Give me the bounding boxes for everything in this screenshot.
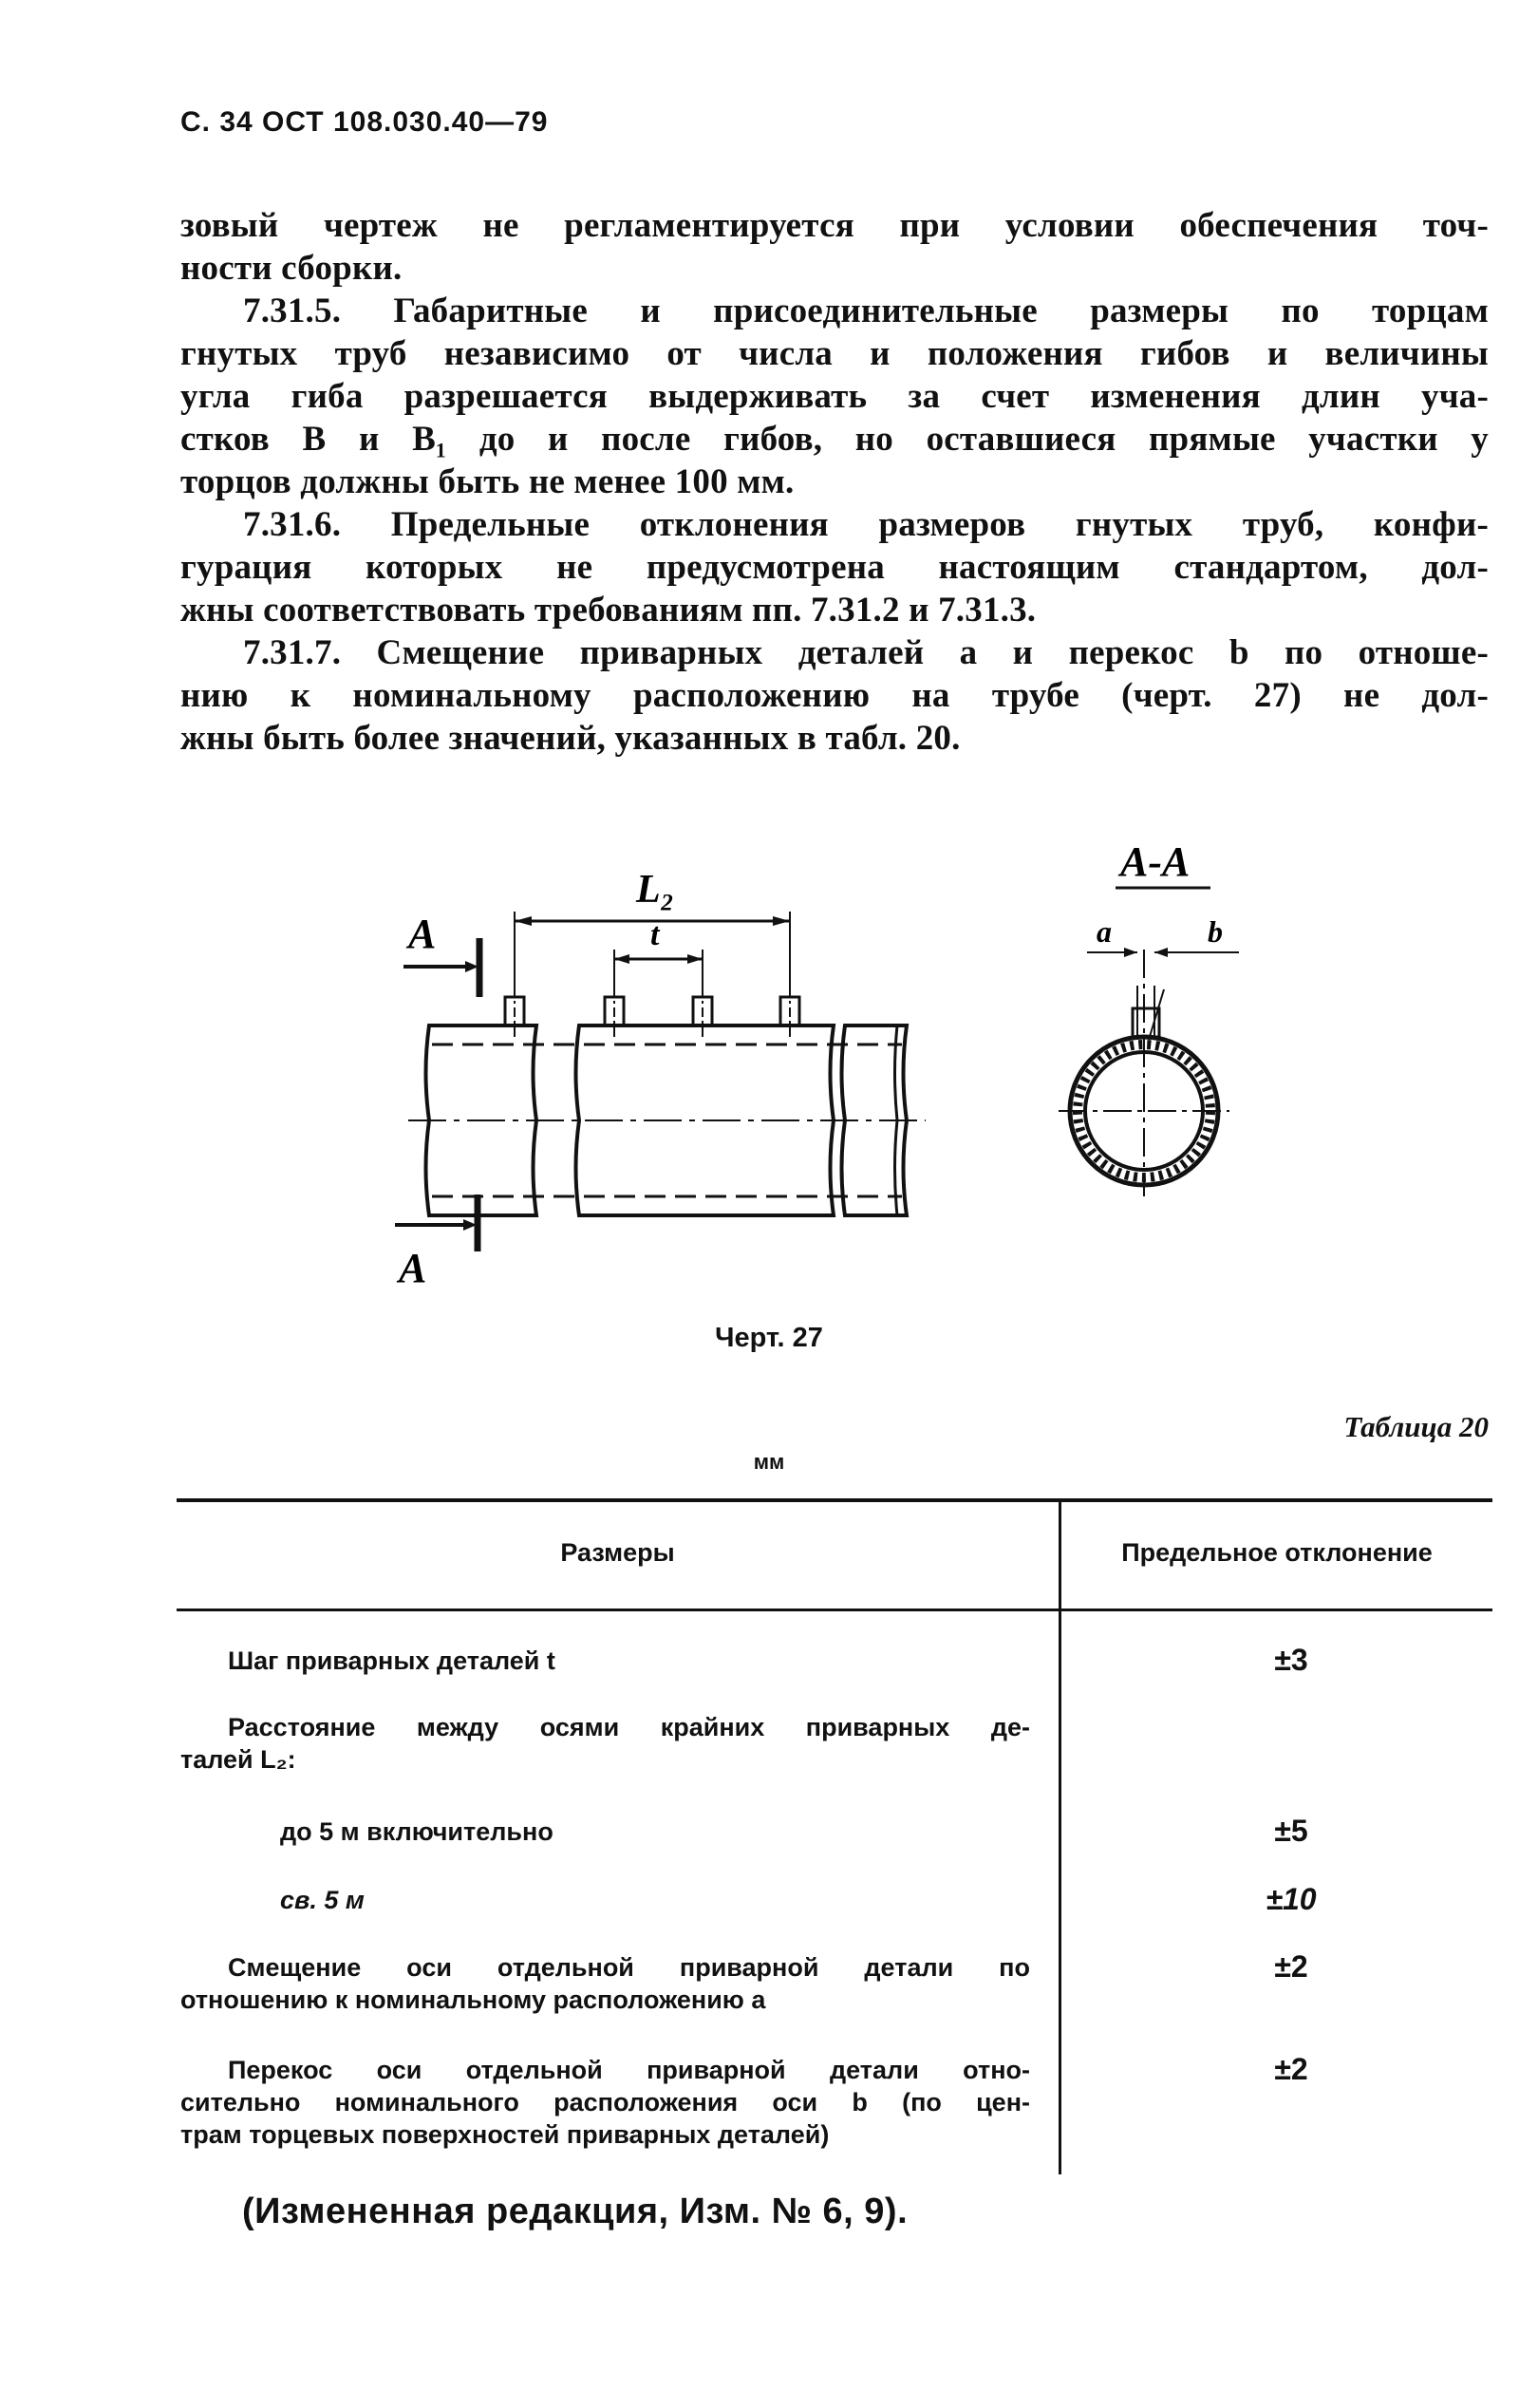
table-title: Таблица 20 bbox=[1343, 1410, 1489, 1443]
table-row-value: ±5 bbox=[1274, 1814, 1308, 1848]
table-row-value: ±3 bbox=[1274, 1643, 1308, 1677]
table-rule-header bbox=[177, 1608, 1492, 1611]
body-text bbox=[180, 204, 1489, 760]
label-section-bottom: А bbox=[399, 1245, 427, 1291]
table-rule-top bbox=[177, 1498, 1492, 1502]
body-line: зовый чертеж не регламентируется при условии обеспечения точ- bbox=[180, 206, 1489, 245]
table-cell-line: отношению к номинальному расположению а bbox=[180, 1985, 766, 2014]
table-cell-line: Перекос оси отдельной приварной детали отно- bbox=[228, 2056, 1030, 2084]
pipe-drawing bbox=[380, 836, 1282, 1310]
table-cell-line: Расстояние между осями крайних приварных де- bbox=[228, 1713, 1030, 1741]
page-header: С. 34 ОСТ 108.030.40—79 bbox=[180, 106, 549, 138]
body-line: гурация которых не предусмотрена настоящим стандартом, дол- bbox=[180, 548, 1489, 587]
dim-arrow bbox=[614, 954, 629, 964]
table-units: мм bbox=[753, 1450, 785, 1474]
table-header-sizes: Размеры bbox=[560, 1538, 675, 1567]
table-cell-line: св. 5 м bbox=[280, 1886, 365, 1914]
table-column-separator bbox=[1059, 1502, 1061, 2174]
body-line: 7.31.7. Смещение приварных деталей а и перекос b по отноше- bbox=[243, 633, 1489, 672]
body-line: гнутых труб независимо от числа и положения гибов и величины bbox=[180, 334, 1489, 373]
body-line: жны соответствовать требованиям пп. 7.31.2 и 7.31.3. bbox=[180, 591, 1037, 630]
table-cell-line: Смещение оси отдельной приварной детали по bbox=[228, 1953, 1030, 1982]
dim-arrow bbox=[1154, 948, 1168, 957]
table-row-text bbox=[228, 1645, 555, 1677]
table-row-text bbox=[228, 1951, 1030, 1984]
figure-caption: Черт. 27 bbox=[715, 1323, 823, 1353]
figure-27 bbox=[380, 836, 1282, 1310]
table-row-text bbox=[180, 1743, 296, 1776]
body-line: нию к номинальному расположению на трубе (черт. 27) не дол- bbox=[180, 676, 1489, 715]
table-cell-line: трам торцевых поверхностей приварных деталей) bbox=[180, 2120, 830, 2149]
body-line: ности сборки. bbox=[180, 249, 403, 288]
revision-note: (Измененная редакция, Изм. № 6, 9). bbox=[242, 2192, 909, 2231]
table-row-text bbox=[280, 1815, 553, 1848]
body-line: стков В и В₁ до и после гибов, но оставшиеся прямые участки у bbox=[180, 420, 1489, 459]
table-row-text bbox=[180, 1984, 765, 2016]
table-row-text bbox=[280, 1884, 365, 1916]
label-section-top: А bbox=[408, 911, 437, 957]
label-a: а bbox=[1097, 914, 1112, 949]
body-line: угла гиба разрешается выдерживать за счет изменения длин уча- bbox=[180, 377, 1489, 416]
table-row-text bbox=[180, 2086, 1030, 2151]
label-section-title: А-А bbox=[1120, 838, 1191, 885]
body-line: 7.31.5. Габаритные и присоединительные размеры по торцам bbox=[243, 292, 1489, 330]
dim-arrow bbox=[1124, 948, 1137, 957]
table-row-text bbox=[228, 2054, 1030, 2086]
label-l2: L₂ bbox=[636, 868, 675, 912]
label-t: t bbox=[650, 917, 660, 952]
skew-line bbox=[1149, 989, 1164, 1040]
table-row-value: ±2 bbox=[1274, 1949, 1308, 1984]
body-line: 7.31.6. Предельные отклонения размеров гнутых труб, конфи- bbox=[243, 505, 1489, 544]
table-cell-line: до 5 м включительно bbox=[280, 1817, 553, 1846]
table-cell-line: талей L₂: bbox=[180, 1745, 296, 1774]
table-cell-line: сительно номинального расположения оси b (по цен- bbox=[180, 2088, 1030, 2116]
table-row-value: ±10 bbox=[1266, 1882, 1317, 1916]
dim-arrow bbox=[515, 916, 532, 926]
body-line: жны быть более значений, указанных в табл. 20. bbox=[180, 719, 961, 758]
table-row-value: ±2 bbox=[1274, 2052, 1308, 2086]
dim-arrow bbox=[687, 954, 703, 964]
table-header-deviation: Предельное отклонение bbox=[1121, 1538, 1433, 1567]
table-cell-line: Шаг приварных деталей t bbox=[228, 1646, 555, 1675]
table-row-text bbox=[228, 1711, 1030, 1743]
dim-arrow bbox=[773, 916, 790, 926]
label-b: b bbox=[1208, 914, 1223, 949]
body-line: торцов должны быть не менее 100 мм. bbox=[180, 462, 795, 501]
